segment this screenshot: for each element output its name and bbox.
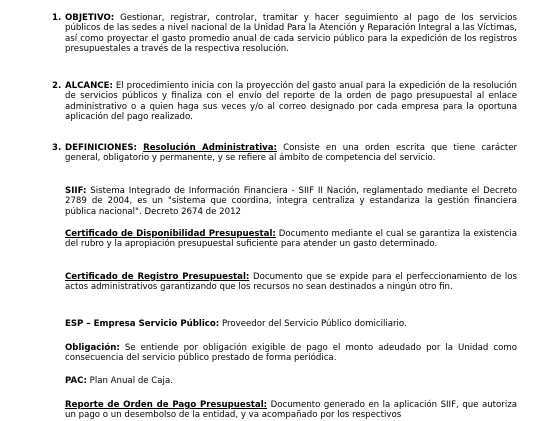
definition-item	[65, 319, 517, 329]
section-number: 2.	[52, 81, 62, 91]
definition-term: Certificado de Disponibilidad Presupuestal:	[65, 229, 276, 239]
section-text: El procedimiento inicia con la proyección del gasto anual para la expedición de la resolución de servicios públicos y finaliza con el envío del reporte de la orden de pago presupuestal al enlace administrativo o a quien haga sus veces y/o al correo designado por cada empresa para la oportuna aplicación del pago realizado.	[65, 81, 518, 122]
section-title: DEFINICIONES:	[65, 143, 137, 153]
definition-term: PAC:	[65, 376, 87, 386]
definition-item	[65, 229, 517, 250]
definition-text: Documento generado en la aplicación SIIF, que autoriza un pago o un desembolso de la entidad, y va acompañado por los respectivos	[65, 400, 517, 421]
definition-item	[65, 400, 517, 421]
definition-text: Proveedor del Servicio Público domiciliario.	[221, 319, 407, 329]
definition-text: Se entiende por obligación exigible de pago el monto adeudado por la Unidad como consecuencia del servicio público prestado de forma periódica.	[65, 343, 517, 364]
definition-text: Documento que se expide para el perfeccionamiento de los actos administrativos garantizando que los recursos no sean destinados a ningún otro fin.	[65, 272, 517, 293]
section-paragraph	[65, 13, 517, 54]
definition-term: Resolución Administrativa:	[143, 143, 277, 153]
section-number: 1.	[52, 13, 62, 23]
definition-item	[65, 143, 517, 164]
definition-term: ESP – Empresa Servicio Público:	[65, 319, 220, 329]
definition-item	[65, 186, 517, 217]
section-title: ALCANCE:	[65, 81, 113, 91]
definition-term: Reporte de Orden de Pago Presupuestal:	[65, 400, 268, 410]
section-paragraph	[65, 81, 517, 122]
section-number: 3.	[52, 143, 62, 153]
definition-text: Consiste en una orden escrita que tiene carácter general, obligatorio y permanente, y se refiere al ámbito de competencia del servicio.	[65, 143, 518, 164]
definition-term: Certificado de Registro Presupuestal:	[65, 272, 250, 282]
definition-item	[65, 272, 517, 293]
section-text: Gestionar, registrar, controlar, tramitar y hacer seguimiento al pago de los servicios públicos de las sedes a nivel nacional de la Unidad Para la Atención y Reparación Integral a las Víctimas, así como proyectar el gasto promedio anual de cada servicio público para la expedición de los registros presupuestales a través de la respectiva resolución.	[65, 13, 517, 54]
definition-text: Plan Anual de Caja.	[89, 376, 173, 386]
definition-item	[65, 343, 517, 364]
definition-term: Obligación:	[65, 343, 120, 353]
section-title: OBJETIVO:	[65, 13, 115, 23]
definition-term: SIIF:	[65, 186, 87, 196]
definition-text: Sistema Integrado de Información Financiera - SIIF II Nación, reglamentado mediante el Decreto 2789 de 2004, es un "sistema que coordina, integra centraliza y estandariza la gestión financiera pública nacional". Decreto 2674 de 2012	[65, 186, 517, 217]
definition-text: Documento mediante el cual se garantiza la existencia del rubro y la apropiación presupuestal suficiente para atender un gasto determinado.	[65, 229, 518, 250]
definition-item	[65, 376, 517, 386]
